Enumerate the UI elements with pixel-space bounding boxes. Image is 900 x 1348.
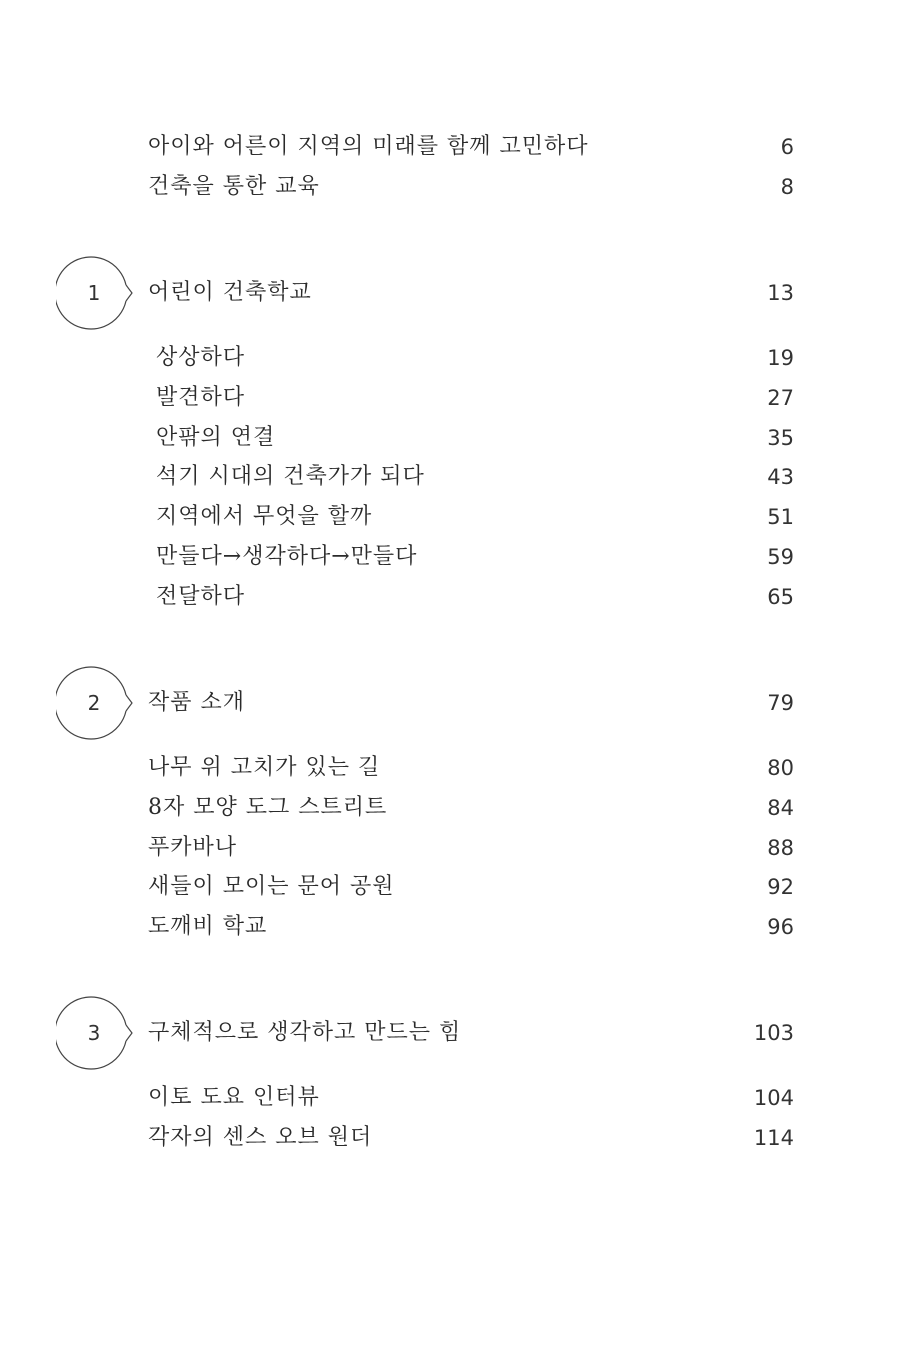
toc-entry-page: 92 [767,875,794,899]
toc-entry-title: 전달하다 [156,584,246,609]
toc-entry [148,171,794,203]
chapter-page: 79 [767,691,794,715]
toc-entry-page: 51 [767,505,794,529]
toc-entry-title: 만들다→생각하다→만들다 [156,544,418,569]
toc-entry-title: 8자 모양 도그 스트리트 [148,795,388,820]
chapter-title: 구체적으로 생각하고 만드는 힘 [148,1020,462,1045]
toc-entry-title: 이토 도요 인터뷰 [148,1085,320,1110]
toc-entry-title: 각자의 센스 오브 원더 [148,1125,373,1150]
toc-entry-title: 발견하다 [156,385,246,410]
chapter-page: 13 [767,281,794,305]
toc-entry [148,131,794,163]
toc-entry [148,752,794,784]
chapter-number: 3 [87,1021,101,1045]
toc-entry-page: 8 [780,175,794,199]
toc-entry-page: 59 [767,545,794,569]
toc-entry [156,422,794,454]
toc-entry [156,342,794,374]
toc-entry-page: 80 [767,756,794,780]
toc-entry-title: 지역에서 무엇을 할까 [156,504,373,529]
chapter-number: 1 [87,281,101,305]
toc-entry [148,792,794,824]
toc-entry-page: 88 [767,836,794,860]
toc-entry-page: 65 [767,585,794,609]
toc-entry [156,501,794,533]
toc-entry [148,871,794,903]
toc-entry [148,911,794,943]
toc-entry [156,581,794,613]
toc-entry-title: 새들이 모이는 문어 공원 [148,874,395,899]
toc-entry-title: 푸카바나 [148,835,238,860]
toc-entry-title: 아이와 어른이 지역의 미래를 함께 고민하다 [148,134,589,159]
toc-entry-title: 석기 시대의 건축가가 되다 [156,464,425,489]
chapter-heading [148,687,794,719]
chapter-title: 어린이 건축학교 [148,280,312,305]
toc-entry-page: 114 [753,1126,794,1150]
toc-entry-title: 건축을 통한 교육 [148,174,320,199]
toc-entry [156,461,794,493]
chapter-marker [56,995,136,1075]
toc-entry-page: 84 [767,796,794,820]
chapter-marker [56,665,136,745]
chapter-heading [148,277,794,309]
toc-entry-page: 104 [753,1086,794,1110]
toc-entry [148,832,794,864]
toc-entry [148,1122,794,1154]
toc-entry-title: 나무 위 고치가 있는 길 [148,755,381,780]
toc-entry-page: 35 [767,426,794,450]
toc-entry-page: 43 [767,465,794,489]
chapter-title: 작품 소개 [148,690,246,715]
toc-entry-page: 96 [767,915,794,939]
toc-entry-page: 27 [767,386,794,410]
toc-entry [156,382,794,414]
toc-entry-title: 도깨비 학교 [148,914,268,939]
toc-entry-page: 6 [780,135,794,159]
chapter-number: 2 [87,691,101,715]
chapter-heading [148,1017,794,1049]
toc-entry [156,541,794,573]
toc-entry [148,1082,794,1114]
chapter-marker [56,255,136,335]
toc-entry-title: 상상하다 [156,345,246,370]
toc-entry-page: 19 [767,346,794,370]
chapter-page: 103 [753,1021,794,1045]
toc-entry-title: 안팎의 연결 [156,425,276,450]
